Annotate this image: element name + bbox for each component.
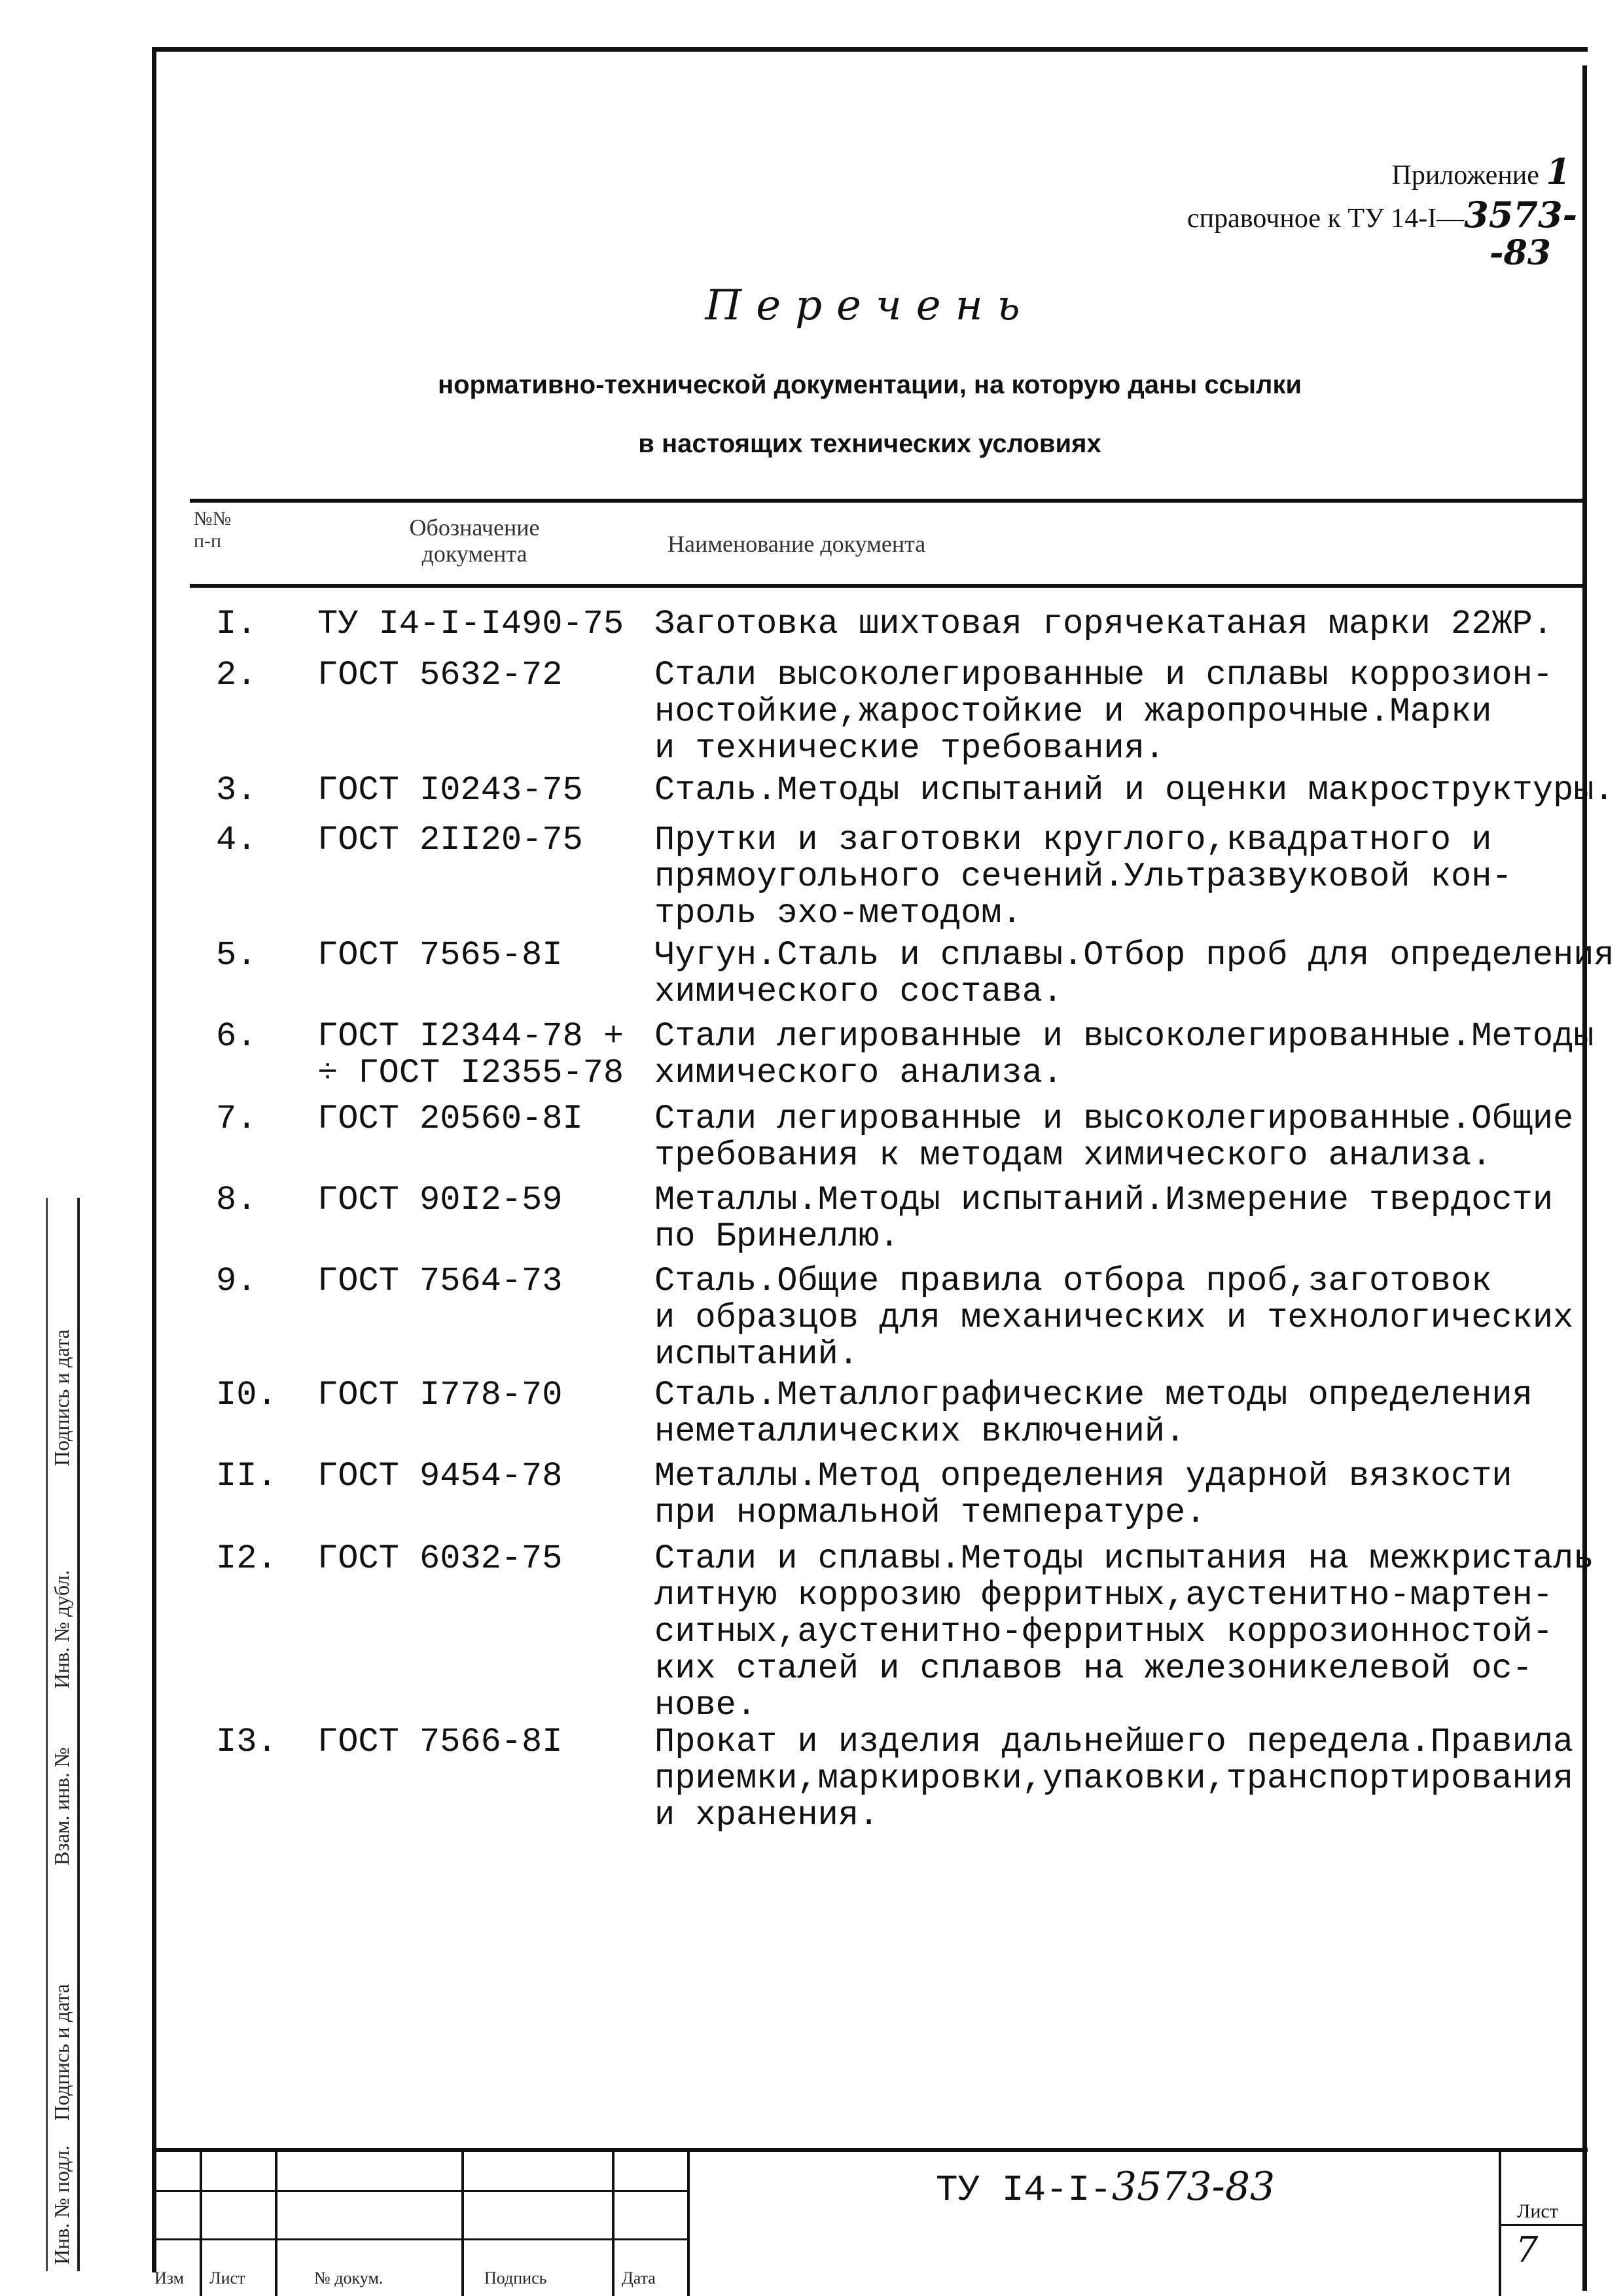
row-name-line: испытаний. [654,1335,859,1374]
row-number: 7. [216,1100,257,1138]
row-name-line: Металлы.Метод определения ударной вязкости [654,1457,1512,1496]
row-number: 4. [216,821,257,859]
row-name-line: Сталь.Общие правила отбора проб,заготовок [654,1262,1492,1300]
row-name-line: Сталь.Металлографические методы определения [654,1376,1533,1414]
row-name [654,822,1590,932]
row-designation: ГОСТ 7565-8I [317,936,563,975]
title-block-sheet-divider [1499,2148,1501,2296]
row-name [654,1263,1590,1373]
row-name-line: Сталь.Методы испытаний и оценки макроструктуры. [654,771,1614,810]
row-number: 6. [216,1017,257,1056]
row-name-line: Стали высоколегированные и сплавы коррозион- [654,656,1554,694]
row-name [654,1017,1594,1092]
row-designation: ГОСТ I2344-78 + [317,1017,624,1056]
row-name-line: неметаллических включений. [654,1412,1186,1451]
document-code-prefix: ТУ I4-I- [936,2169,1112,2211]
row-number: I2. [216,1539,277,1578]
row-name [654,1458,1590,1532]
row-number: 8. [216,1181,257,1219]
appendix-label [1113,151,1571,192]
row-name-line: и хранения. [654,1796,880,1835]
row-name-line: троль эхо-методом. [654,894,1022,933]
row-name-line: ностойкие,жаростойкие и жаропрочные.Марки [654,692,1492,731]
page-subtitle-line2: в настоящих технических условиях [638,429,1101,458]
header-designation [363,514,586,567]
row-name [654,657,1590,767]
row-name-line: литную коррозию ферритных,аустенитно-мартен- [654,1576,1554,1615]
title-block-col-signature: Подпись [484,2269,547,2287]
row-designation: ГОСТ 20560-8I [317,1100,583,1138]
header-num-line1: №№ [194,508,232,529]
row-designation: ГОСТ 9454-78 [317,1457,563,1496]
header-num [194,508,272,552]
row-name-line: требования к методам химического анализа. [654,1136,1492,1175]
side-label-signature-date-1: Подпись и дата [50,1984,73,2121]
row-number: 5. [216,936,257,975]
title-block-col-rule [200,2148,202,2296]
title-block-row-rule [152,2190,687,2192]
page-title: Перечень [705,281,1035,330]
row-name-line: по Бринеллю. [654,1217,900,1256]
table-header-top-rule [190,499,1582,503]
side-strip-border [77,1198,80,2271]
row-name-line: Стали легированные и высоколегированные.Общие [654,1100,1574,1138]
row-name-line: при нормальной температуре. [654,1494,1206,1532]
row-designation: ГОСТ 7566-8I [317,1723,563,1761]
reference-code: 3573- [1464,194,1577,236]
reference-line [916,194,1577,236]
row-name-line: Прокат и изделия дальнейшего передела.Правила [654,1723,1574,1761]
row-designation: ТУ I4-I-I490-75 [317,605,624,643]
row-name-line: химического состава. [654,973,1063,1011]
header-designation-line2: документа [421,541,527,567]
row-name [654,1101,1590,1174]
sheet-label: Лист [1517,2200,1558,2222]
row-name-line: химического анализа. [654,1054,1063,1092]
row-name-line: Стали и сплавы.Методы испытания на межкристаль [654,1539,1594,1578]
sheet-number: 7 [1516,2229,1539,2270]
frame-top-border [152,47,1588,52]
row-designation: ГОСТ 5632-72 [317,656,563,694]
table-header-bottom-rule [190,584,1582,588]
document-code [936,2164,1275,2211]
row-name-line: приемки,маркировки,упаковки,транспортирования [654,1759,1574,1798]
reference-label: справочное к ТУ 14-I— [1187,204,1465,234]
title-block-col-rule [275,2148,277,2296]
row-name-line: Прутки и заготовки круглого,квадратного и [654,821,1492,859]
row-number: I. [216,605,257,643]
row-name [654,1182,1590,1255]
row-name-line: и технические требования. [654,729,1166,768]
page-subtitle-line1: нормативно-технической документации, на которую даны ссылки [437,370,1302,399]
title-block-col-doc: № докум. [314,2269,383,2287]
title-block-col-rule [612,2148,615,2296]
appendix-number: 1 [1546,151,1571,192]
side-label-original-inv: Инв. № подл. [50,2145,73,2265]
row-designation: ГОСТ I778-70 [317,1376,563,1414]
row-number: 2. [216,656,257,694]
row-name-line: Заготовка шихтовая горячекатаная марки 22ЖР. [654,605,1554,643]
reference-year: -83 [1489,233,1551,273]
row-designation: ГОСТ 7564-73 [317,1262,563,1300]
row-number: I0. [216,1376,277,1414]
row-name-line: и образцов для механических и технологических [654,1299,1574,1337]
row-designation-continued: ÷ ГОСТ I2355-78 [317,1054,624,1092]
appendix-label-text: Приложение [1391,160,1539,190]
title-block-divider [687,2148,690,2296]
row-number: II. [216,1457,277,1496]
row-number: 3. [216,771,257,810]
row-designation: ГОСТ 2II20-75 [317,821,583,859]
row-designation: ГОСТ 6032-75 [317,1539,563,1578]
header-name: Наименование документа [668,531,926,557]
row-designation: ГОСТ 90I2-59 [317,1181,563,1219]
row-name [654,606,1590,643]
row-number: I3. [216,1723,277,1761]
row-name-line: Чугун.Сталь и сплавы.Отбор проб для определения [654,936,1614,975]
row-name [654,1377,1590,1450]
row-name-line: Металлы.Методы испытаний.Измерение твердости [654,1181,1554,1219]
title-block-top-rule [152,2148,1588,2152]
row-name-line: прямоугольного сечений.Ультразвуковой кон- [654,857,1512,896]
row-name-line: ких сталей и сплавов на железоникелевой ос- [654,1649,1533,1688]
side-label-signature-date-2: Подпись и дата [50,1329,73,1466]
title-block-row-rule [152,2238,687,2240]
row-name [654,1539,1594,1725]
title-block-sheet-rule [1499,2224,1584,2226]
title-block-col-rule [461,2148,464,2296]
title-block-col-sheet: Лист [209,2269,245,2287]
side-label-replacement-inv: Взам. инв. № [50,1747,73,1865]
header-designation-line1: Обозначение [409,514,540,541]
side-strip-inner-border [46,1198,48,2271]
title-block-col-change: Изм [154,2269,185,2287]
row-name-line: ситных,аустенитно-ферритных коррозионностой- [654,1613,1554,1651]
row-designation: ГОСТ I0243-75 [317,771,583,810]
row-name-line: нове. [654,1686,757,1725]
document-code-number: 3573-83 [1111,2164,1275,2210]
row-number: 9. [216,1262,257,1300]
side-label-duplicate-inv: Инв. № дубл. [50,1570,73,1689]
row-name [654,771,1614,810]
row-name [654,1724,1590,1834]
row-name [654,936,1614,1011]
header-num-line2: п-п [194,530,222,552]
title-block-col-date: Дата [622,2269,656,2287]
row-name-line: Стали легированные и высоколегированные.Методы [654,1017,1594,1056]
